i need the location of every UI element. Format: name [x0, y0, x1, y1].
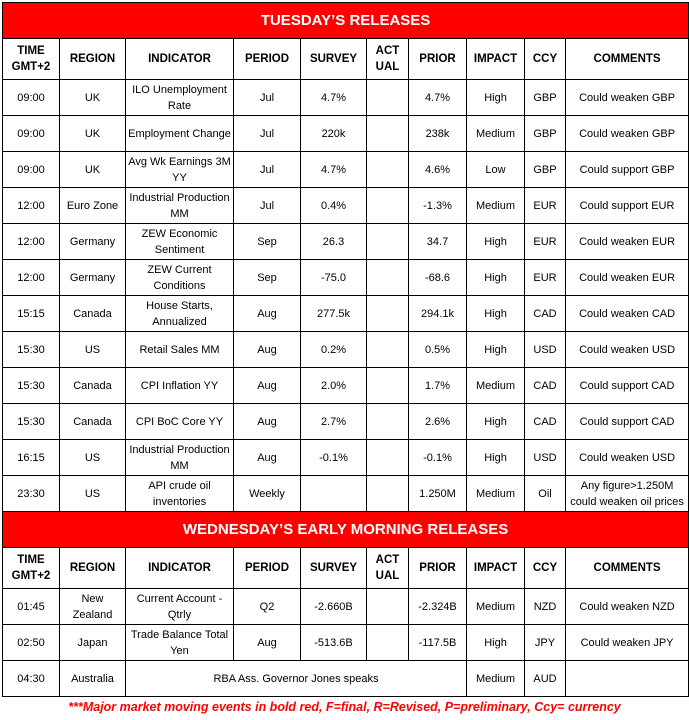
header-row	[3, 39, 689, 80]
cell-impact: High	[467, 332, 525, 368]
cell-ccy: NZD	[525, 589, 566, 625]
cell-period: Weekly	[234, 476, 301, 512]
cell-ccy: JPY	[525, 625, 566, 661]
cell-period: Aug	[234, 332, 301, 368]
cell-ccy: AUD	[525, 661, 566, 697]
cell-comments: Any figure>1.250M could weaken oil prices	[566, 476, 689, 512]
cell-prior: -68.6	[409, 260, 467, 296]
cell-comments: Could weaken CAD	[566, 296, 689, 332]
table-row	[3, 440, 689, 476]
cell-impact: Medium	[467, 589, 525, 625]
cell-survey: 220k	[301, 116, 367, 152]
cell-indicator: API crude oil inventories	[126, 476, 234, 512]
table-row	[3, 332, 689, 368]
cell-actual	[367, 404, 409, 440]
section-title: TUESDAY’S RELEASES	[3, 3, 689, 39]
section-title: WEDNESDAY’S EARLY MORNING RELEASES	[3, 512, 689, 548]
cell-region: Canada	[60, 404, 126, 440]
cell-ccy: CAD	[525, 296, 566, 332]
cell-actual	[367, 296, 409, 332]
cell-period: Q2	[234, 589, 301, 625]
cell-indicator: ZEW Economic Sentiment	[126, 224, 234, 260]
cell-time: 16:15	[3, 440, 60, 476]
table-row	[3, 116, 689, 152]
cell-ccy: EUR	[525, 188, 566, 224]
table-row	[3, 661, 689, 697]
header-actual: ACT UAL	[367, 39, 409, 80]
cell-actual	[367, 80, 409, 116]
cell-comments: Could weaken EUR	[566, 224, 689, 260]
cell-comments: Could weaken GBP	[566, 116, 689, 152]
cell-region: US	[60, 332, 126, 368]
header-impact: IMPACT	[467, 39, 525, 80]
cell-comments: Could support CAD	[566, 368, 689, 404]
cell-comments: Could support GBP	[566, 152, 689, 188]
cell-impact: High	[467, 260, 525, 296]
table-row	[3, 368, 689, 404]
table-row	[3, 80, 689, 116]
economic-calendar-table	[2, 2, 689, 697]
cell-period: Jul	[234, 152, 301, 188]
cell-prior: 294.1k	[409, 296, 467, 332]
cell-time: 15:30	[3, 404, 60, 440]
cell-time: 15:30	[3, 332, 60, 368]
footer-note: ***Major market moving events in bold red, F=final, R=Revised, P=preliminary, Ccy= currency	[68, 700, 621, 714]
header-indicator: INDICATOR	[126, 548, 234, 589]
cell-period: Aug	[234, 296, 301, 332]
cell-time: 12:00	[3, 224, 60, 260]
cell-survey: -0.1%	[301, 440, 367, 476]
cell-time: 09:00	[3, 152, 60, 188]
cell-ccy: GBP	[525, 116, 566, 152]
cell-period: Aug	[234, 404, 301, 440]
cell-time: 15:30	[3, 368, 60, 404]
cell-comments: Could support EUR	[566, 188, 689, 224]
cell-time: 01:45	[3, 589, 60, 625]
cell-region: UK	[60, 80, 126, 116]
cell-time: 12:00	[3, 260, 60, 296]
cell-actual	[367, 260, 409, 296]
table-row	[3, 296, 689, 332]
cell-comments: Could weaken JPY	[566, 625, 689, 661]
cell-indicator: Retail Sales MM	[126, 332, 234, 368]
cell-survey: -2.660B	[301, 589, 367, 625]
table-row	[3, 188, 689, 224]
cell-impact: Medium	[467, 116, 525, 152]
cell-region: New Zealand	[60, 589, 126, 625]
cell-prior: 4.7%	[409, 80, 467, 116]
cell-time: 02:50	[3, 625, 60, 661]
cell-survey: 26.3	[301, 224, 367, 260]
header-comments: COMMENTS	[566, 548, 689, 589]
cell-prior: 2.6%	[409, 404, 467, 440]
cell-time: 12:00	[3, 188, 60, 224]
cell-indicator: CPI BoC Core YY	[126, 404, 234, 440]
header-ccy: CCY	[525, 39, 566, 80]
cell-period: Aug	[234, 440, 301, 476]
cell-actual	[367, 332, 409, 368]
cell-comments	[566, 661, 689, 697]
cell-time: 09:00	[3, 116, 60, 152]
table-row	[3, 404, 689, 440]
cell-actual	[367, 188, 409, 224]
cell-survey: -513.6B	[301, 625, 367, 661]
cell-actual	[367, 152, 409, 188]
cell-actual	[367, 589, 409, 625]
cell-prior: 1.7%	[409, 368, 467, 404]
header-comments: COMMENTS	[566, 39, 689, 80]
cell-region: Germany	[60, 224, 126, 260]
cell-impact: Medium	[467, 476, 525, 512]
cell-ccy: GBP	[525, 152, 566, 188]
cell-impact: High	[467, 80, 525, 116]
cell-indicator: Employment Change	[126, 116, 234, 152]
cell-region: UK	[60, 152, 126, 188]
header-survey: SURVEY	[301, 39, 367, 80]
header-time: TIME GMT+2	[3, 548, 60, 589]
cell-region: US	[60, 440, 126, 476]
cell-ccy: CAD	[525, 368, 566, 404]
cell-survey: 4.7%	[301, 80, 367, 116]
cell-survey	[301, 476, 367, 512]
cell-prior: 1.250M	[409, 476, 467, 512]
cell-ccy: Oil	[525, 476, 566, 512]
cell-actual	[367, 476, 409, 512]
cell-prior: -0.1%	[409, 440, 467, 476]
cell-region: Canada	[60, 296, 126, 332]
cell-region: US	[60, 476, 126, 512]
cell-time: 15:15	[3, 296, 60, 332]
cell-ccy: EUR	[525, 224, 566, 260]
cell-period: Jul	[234, 188, 301, 224]
cell-region: Japan	[60, 625, 126, 661]
cell-indicator: House Starts, Annualized	[126, 296, 234, 332]
cell-survey: 2.7%	[301, 404, 367, 440]
cell-period: Jul	[234, 80, 301, 116]
header-impact: IMPACT	[467, 548, 525, 589]
header-time: TIME GMT+2	[3, 39, 60, 80]
cell-ccy: CAD	[525, 404, 566, 440]
cell-prior: 238k	[409, 116, 467, 152]
cell-indicator: Industrial Production MM	[126, 188, 234, 224]
cell-ccy: EUR	[525, 260, 566, 296]
cell-actual	[367, 116, 409, 152]
cell-indicator: Industrial Production MM	[126, 440, 234, 476]
cell-ccy: USD	[525, 332, 566, 368]
cell-survey: -75.0	[301, 260, 367, 296]
cell-impact: High	[467, 440, 525, 476]
cell-impact: High	[467, 224, 525, 260]
cell-survey: 277.5k	[301, 296, 367, 332]
cell-period: Jul	[234, 116, 301, 152]
cell-comments: Could weaken NZD	[566, 589, 689, 625]
cell-ccy: GBP	[525, 80, 566, 116]
cell-time: 23:30	[3, 476, 60, 512]
cell-prior: 0.5%	[409, 332, 467, 368]
table-row	[3, 260, 689, 296]
header-actual: ACT UAL	[367, 548, 409, 589]
cell-impact: High	[467, 625, 525, 661]
cell-comments: Could weaken GBP	[566, 80, 689, 116]
header-prior: PRIOR	[409, 39, 467, 80]
cell-prior: -1.3%	[409, 188, 467, 224]
cell-impact: High	[467, 404, 525, 440]
cell-region: Euro Zone	[60, 188, 126, 224]
cell-event: RBA Ass. Governor Jones speaks	[126, 661, 467, 697]
cell-prior: 34.7	[409, 224, 467, 260]
cell-time: 09:00	[3, 80, 60, 116]
cell-prior: -117.5B	[409, 625, 467, 661]
table-row	[3, 625, 689, 661]
cell-survey: 0.2%	[301, 332, 367, 368]
cell-actual	[367, 368, 409, 404]
cell-indicator: ILO Unemployment Rate	[126, 80, 234, 116]
cell-ccy: USD	[525, 440, 566, 476]
header-period: PERIOD	[234, 39, 301, 80]
header-survey: SURVEY	[301, 548, 367, 589]
header-indicator: INDICATOR	[126, 39, 234, 80]
cell-impact: Medium	[467, 368, 525, 404]
table-row	[3, 224, 689, 260]
cell-period: Sep	[234, 260, 301, 296]
cell-time: 04:30	[3, 661, 60, 697]
cell-prior: 4.6%	[409, 152, 467, 188]
cell-comments: Could weaken USD	[566, 332, 689, 368]
cell-period: Aug	[234, 625, 301, 661]
cell-indicator: CPI Inflation YY	[126, 368, 234, 404]
cell-indicator: ZEW Current Conditions	[126, 260, 234, 296]
cell-period: Aug	[234, 368, 301, 404]
cell-impact: Medium	[467, 188, 525, 224]
cell-comments: Could weaken USD	[566, 440, 689, 476]
cell-survey: 0.4%	[301, 188, 367, 224]
header-period: PERIOD	[234, 548, 301, 589]
cell-comments: Could support CAD	[566, 404, 689, 440]
cell-indicator: Trade Balance Total Yen	[126, 625, 234, 661]
header-ccy: CCY	[525, 548, 566, 589]
cell-impact: High	[467, 296, 525, 332]
cell-actual	[367, 625, 409, 661]
cell-prior: -2.324B	[409, 589, 467, 625]
cell-survey: 2.0%	[301, 368, 367, 404]
cell-region: Australia	[60, 661, 126, 697]
cell-indicator: Avg Wk Earnings 3M YY	[126, 152, 234, 188]
header-row	[3, 548, 689, 589]
table-row	[3, 589, 689, 625]
cell-region: Germany	[60, 260, 126, 296]
cell-impact: Medium	[467, 661, 525, 697]
cell-impact: Low	[467, 152, 525, 188]
cell-actual	[367, 440, 409, 476]
cell-actual	[367, 224, 409, 260]
cell-period: Sep	[234, 224, 301, 260]
table-row	[3, 152, 689, 188]
table-row	[3, 476, 689, 512]
header-region: REGION	[60, 39, 126, 80]
cell-region: Canada	[60, 368, 126, 404]
header-prior: PRIOR	[409, 548, 467, 589]
cell-region: UK	[60, 116, 126, 152]
cell-indicator: Current Account - Qtrly	[126, 589, 234, 625]
cell-survey: 4.7%	[301, 152, 367, 188]
cell-comments: Could weaken EUR	[566, 260, 689, 296]
header-region: REGION	[60, 548, 126, 589]
